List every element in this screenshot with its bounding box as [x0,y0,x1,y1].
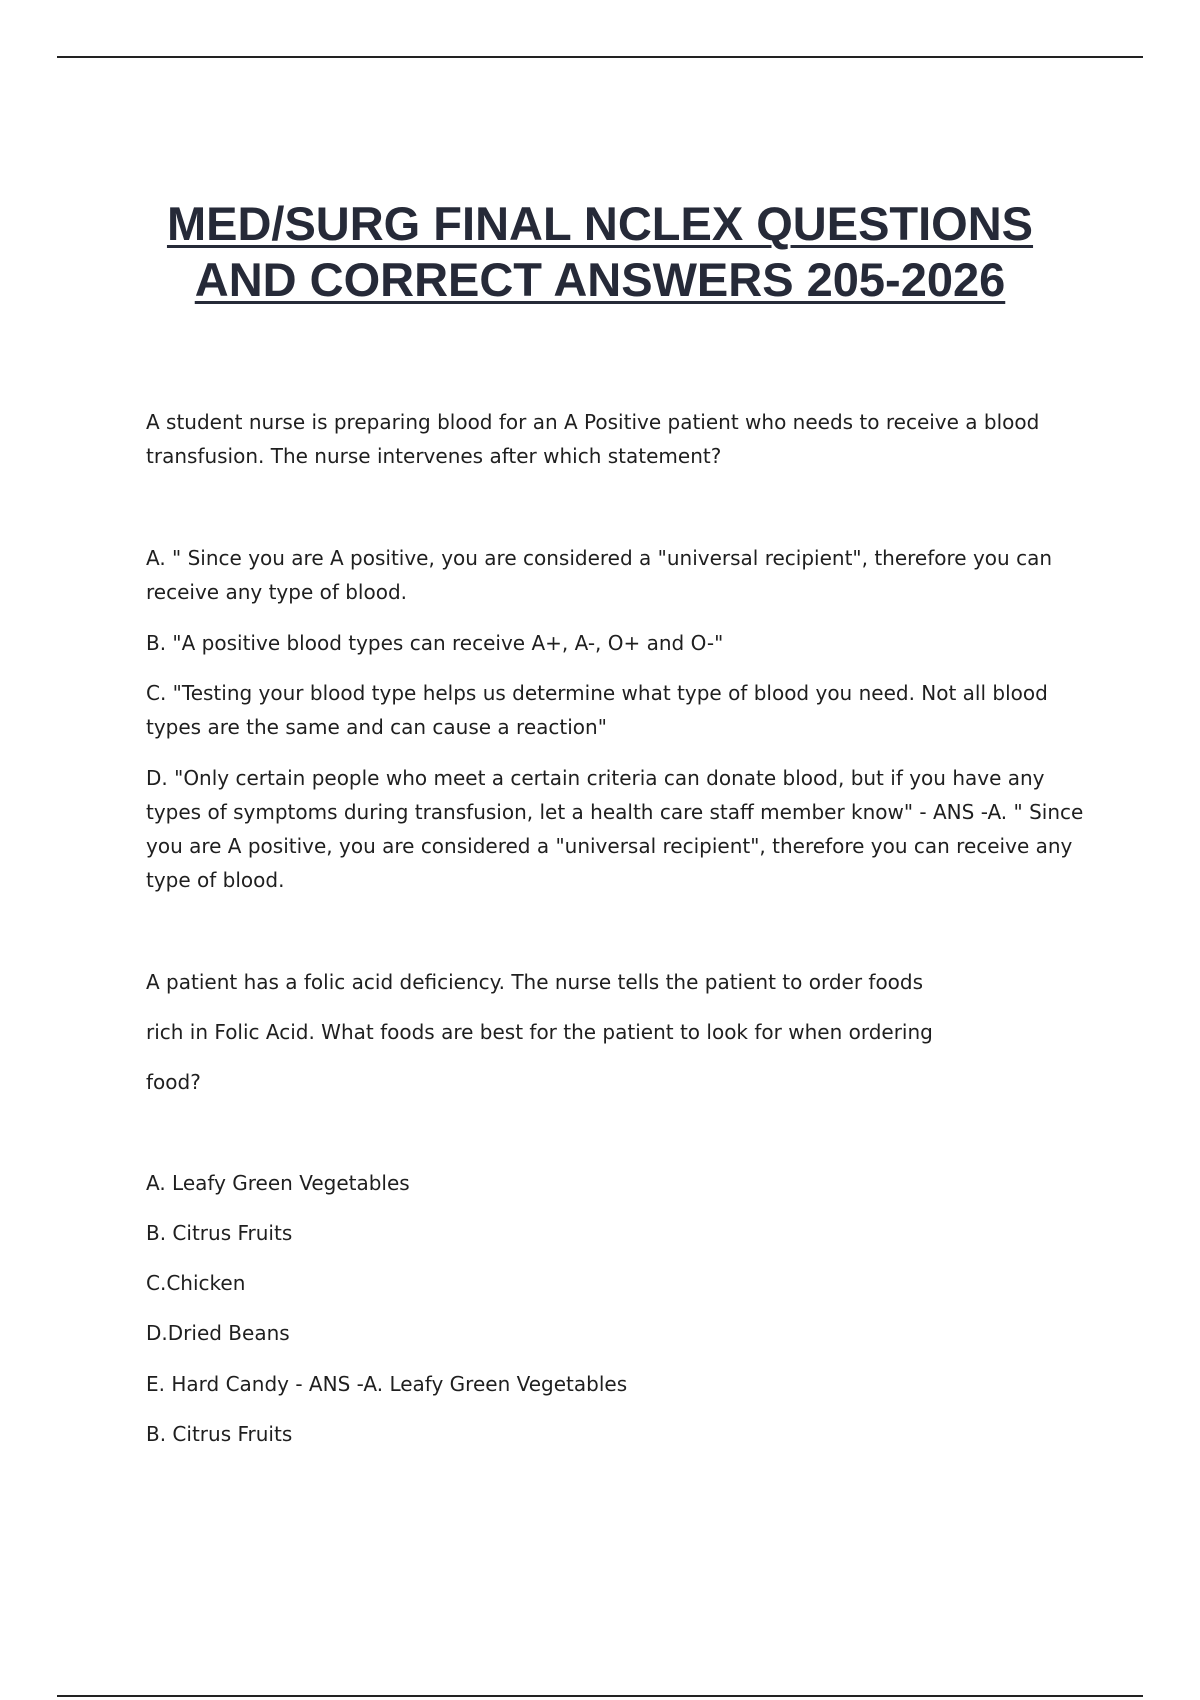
question-1-option-d: D. "Only certain people who meet a certain criteria can donate blood, but if you have any types of symptoms during transfusion, let a health care staff member know" - ANS -A. " Since you are A positive, you are considered a "universal recipient", therefore you can receive any type of blood. [146,766,1084,892]
question-2-answer-continued: B. Citrus Fruits [146,1422,293,1446]
question-1-option-a: A. " Since you are A positive, you are considered a "universal recipient", therefore you can receive any type of blood. [146,546,1052,604]
top-rule [57,56,1143,58]
question-2-option-d: D.Dried Beans [146,1321,290,1345]
question-2-option-a: A. Leafy Green Vegetables [146,1171,410,1195]
question-2-option-b: B. Citrus Fruits [146,1221,293,1245]
document-title [100,196,1100,308]
question-1-option-b: B. "A positive blood types can receive A+, A-, O+ and O-" [146,631,724,655]
bottom-rule [57,1695,1143,1697]
question-2-stem-line-2: rich in Folic Acid. What foods are best for the patient to look for when ordering [146,1020,933,1044]
question-2-option-e-answer: E. Hard Candy - ANS -A. Leafy Green Vegetables [146,1372,628,1396]
question-2-stem-line-3: food? [146,1070,201,1094]
question-1-stem: A student nurse is preparing blood for an A Positive patient who needs to receive a blood transfusion. The nurse intervenes after which statement? [146,410,1040,468]
title-line-1: MED/SURG FINAL NCLEX QUESTIONS [166,197,1034,250]
question-2-option-c: C.Chicken [146,1271,246,1295]
title-line-2: AND CORRECT ANSWERS 205-2026 [194,253,1006,306]
question-1-option-c: C. "Testing your blood type helps us determine what type of blood you need. Not all blood types are the same and can cause a reaction" [146,681,1048,739]
question-2-stem-line-1: A patient has a folic acid deficiency. The nurse tells the patient to order foods [146,970,924,994]
